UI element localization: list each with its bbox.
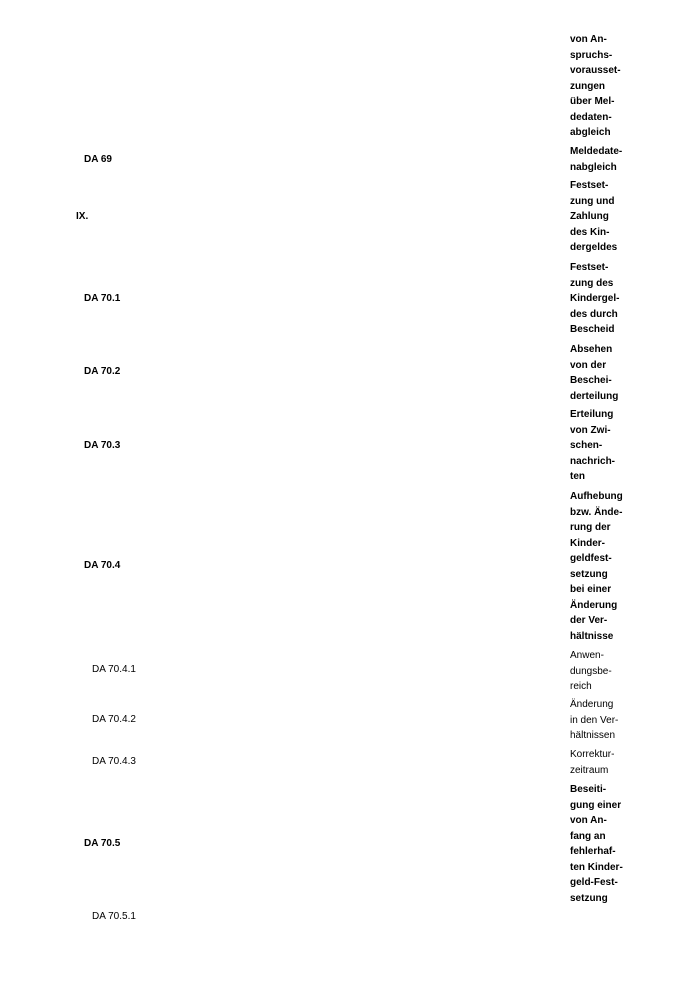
entry-code: DA 70.5.1 — [92, 911, 136, 922]
entry-code: DA 70.5 — [84, 838, 121, 849]
entry-title: Erteilung von Zwi- schen- nachrich- ten — [570, 409, 616, 482]
entry-code: DA 70.1 — [84, 293, 121, 304]
entry-code: DA 70.2 — [84, 366, 121, 377]
entry-code: DA 70.4.2 — [92, 714, 136, 725]
section-number: IX. — [76, 211, 89, 222]
entry-code: DA 70.4 — [84, 560, 121, 571]
entry-code: DA 69 — [84, 154, 112, 165]
entry-code: DA 70.4.3 — [92, 756, 136, 767]
entry-title: Korrektur- zeitraum — [570, 749, 615, 776]
entry-title: Anwen- dungsbe- reich — [570, 650, 612, 692]
entry-title: Festset- zung und Zahlung des Kin- dergeldes — [570, 180, 618, 253]
entry-title: Beseiti- gung einer von An- fang an fehlerhaf- ten Kinder- geld-Fest- setzung — [570, 784, 623, 904]
entry-title: Festset- zung des Kindergel- des durch Bescheid — [570, 262, 620, 335]
entry-title: von An- spruchs- vorausset- zungen über Mel- dedaten- abgleich — [570, 34, 621, 138]
entry-code: DA 70.4.1 — [92, 664, 136, 675]
entry-title: Änderung in den Ver- hältnissen — [570, 699, 619, 741]
entry-code: DA 70.3 — [84, 440, 121, 451]
entry-title: Meldedate- nabgleich — [570, 146, 623, 173]
entry-title: Aufhebung bzw. Ände- rung der Kinder- geldfest- setzung bei einer Änderung der Ver- hältnisse — [570, 491, 623, 642]
entry-title: Absehen von der Beschei- derteilung — [570, 344, 619, 402]
